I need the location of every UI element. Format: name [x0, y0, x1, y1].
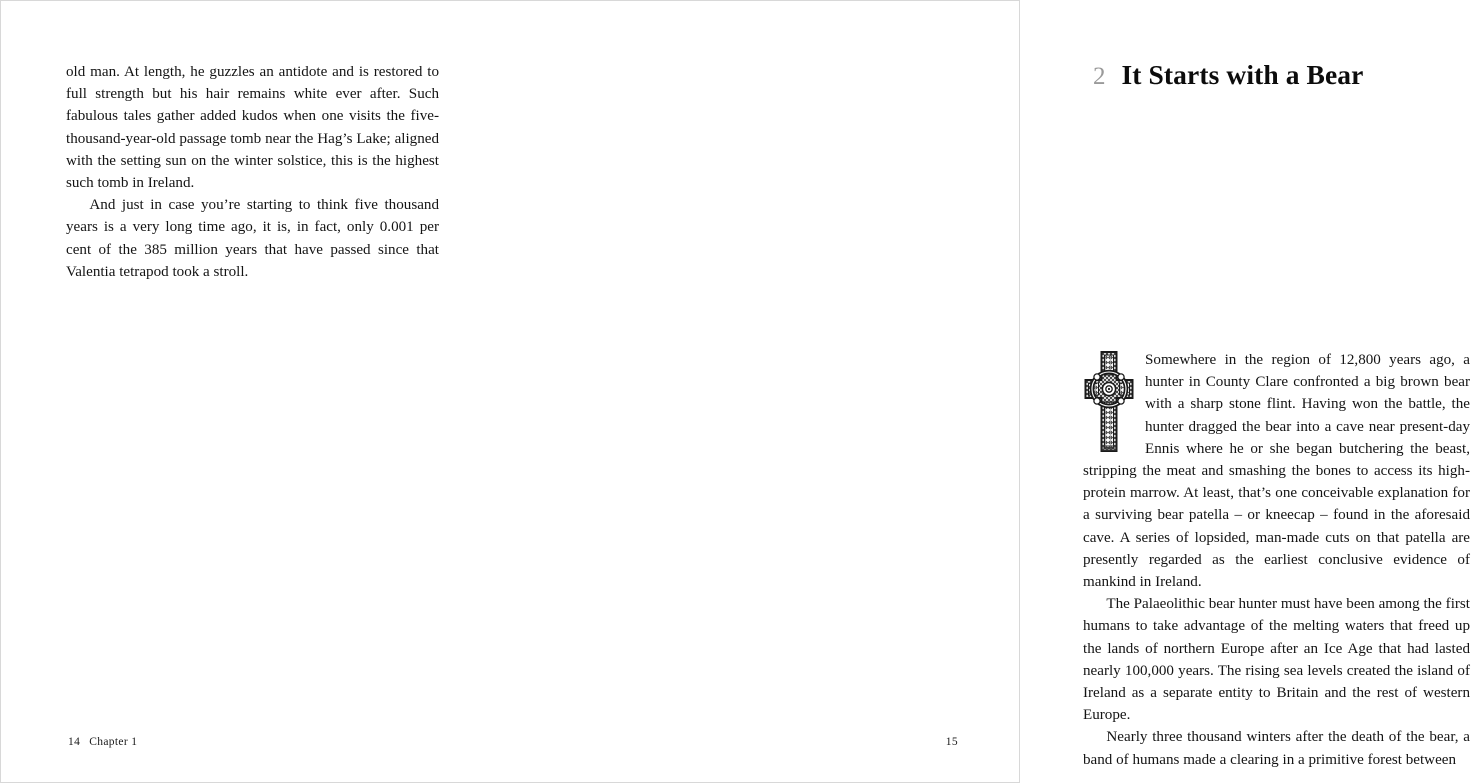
paragraph: old man. At length, he guzzles an antidote and is restored to full strength but his hair remains white ever after. Such fabulous tales gather added kudos when one visits the five-thousand-year-old passage tomb near the Hag’s Lake; aligned with the setting sun on the winter solstice, this is the highest such tomb in Ireland. — [66, 64, 439, 192]
left-page-body-text — [66, 61, 439, 283]
folio-left — [68, 736, 137, 748]
left-page — [1, 1, 511, 784]
chapter-heading — [1093, 61, 1473, 89]
paragraph: And just in case you’re starting to think five thousand years is a very long time ago, it is, in fact, only 0.001 per cent of the 385 million years that have passed since that Valentia tetrapod took a stroll. — [66, 197, 439, 280]
chapter-number: 2 — [1093, 63, 1106, 90]
celtic-cross-icon — [1083, 350, 1135, 454]
right-page — [511, 1, 1470, 784]
paragraph: Somewhere in the region of 12,800 years ago, a hunter in County Clare confronted a big brown bear with a sharp stone flint. Having won the battle, the hunter dragged the bear into a cave near present-day Ennis where he or she began butchering the beast, stripping the meat and smashing the bones to access its high-protein marrow. At least, that’s one conceivable explanation for a surviving bear patella – or kneecap – found in the aforesaid cave. A series of lopsided, man-made cuts on that patella are presently regarded as the earliest conclusive evidence of mankind in Ireland. — [1083, 352, 1470, 591]
folio-right — [946, 736, 958, 748]
chapter-title: It Starts with a Bear — [1121, 59, 1364, 90]
running-head-chapter: Chapter 1 — [89, 736, 138, 748]
page-number: 14 — [68, 736, 81, 748]
paragraph: The Palaeolithic bear hunter must have been among the first humans to take advantage of the melting waters that freed up the lands of northern Europe after an Ice Age that had lasted nearly 100,000 years. The rising sea levels created the island of Ireland as a separate entity to Britain and the rest of western Europe. — [1083, 596, 1470, 724]
paragraph: Nearly three thousand winters after the death of the bear, a band of humans made a clearing in a primitive forest between — [1083, 729, 1470, 768]
right-page-body-text — [1083, 349, 1470, 771]
page-number: 15 — [945, 736, 958, 748]
